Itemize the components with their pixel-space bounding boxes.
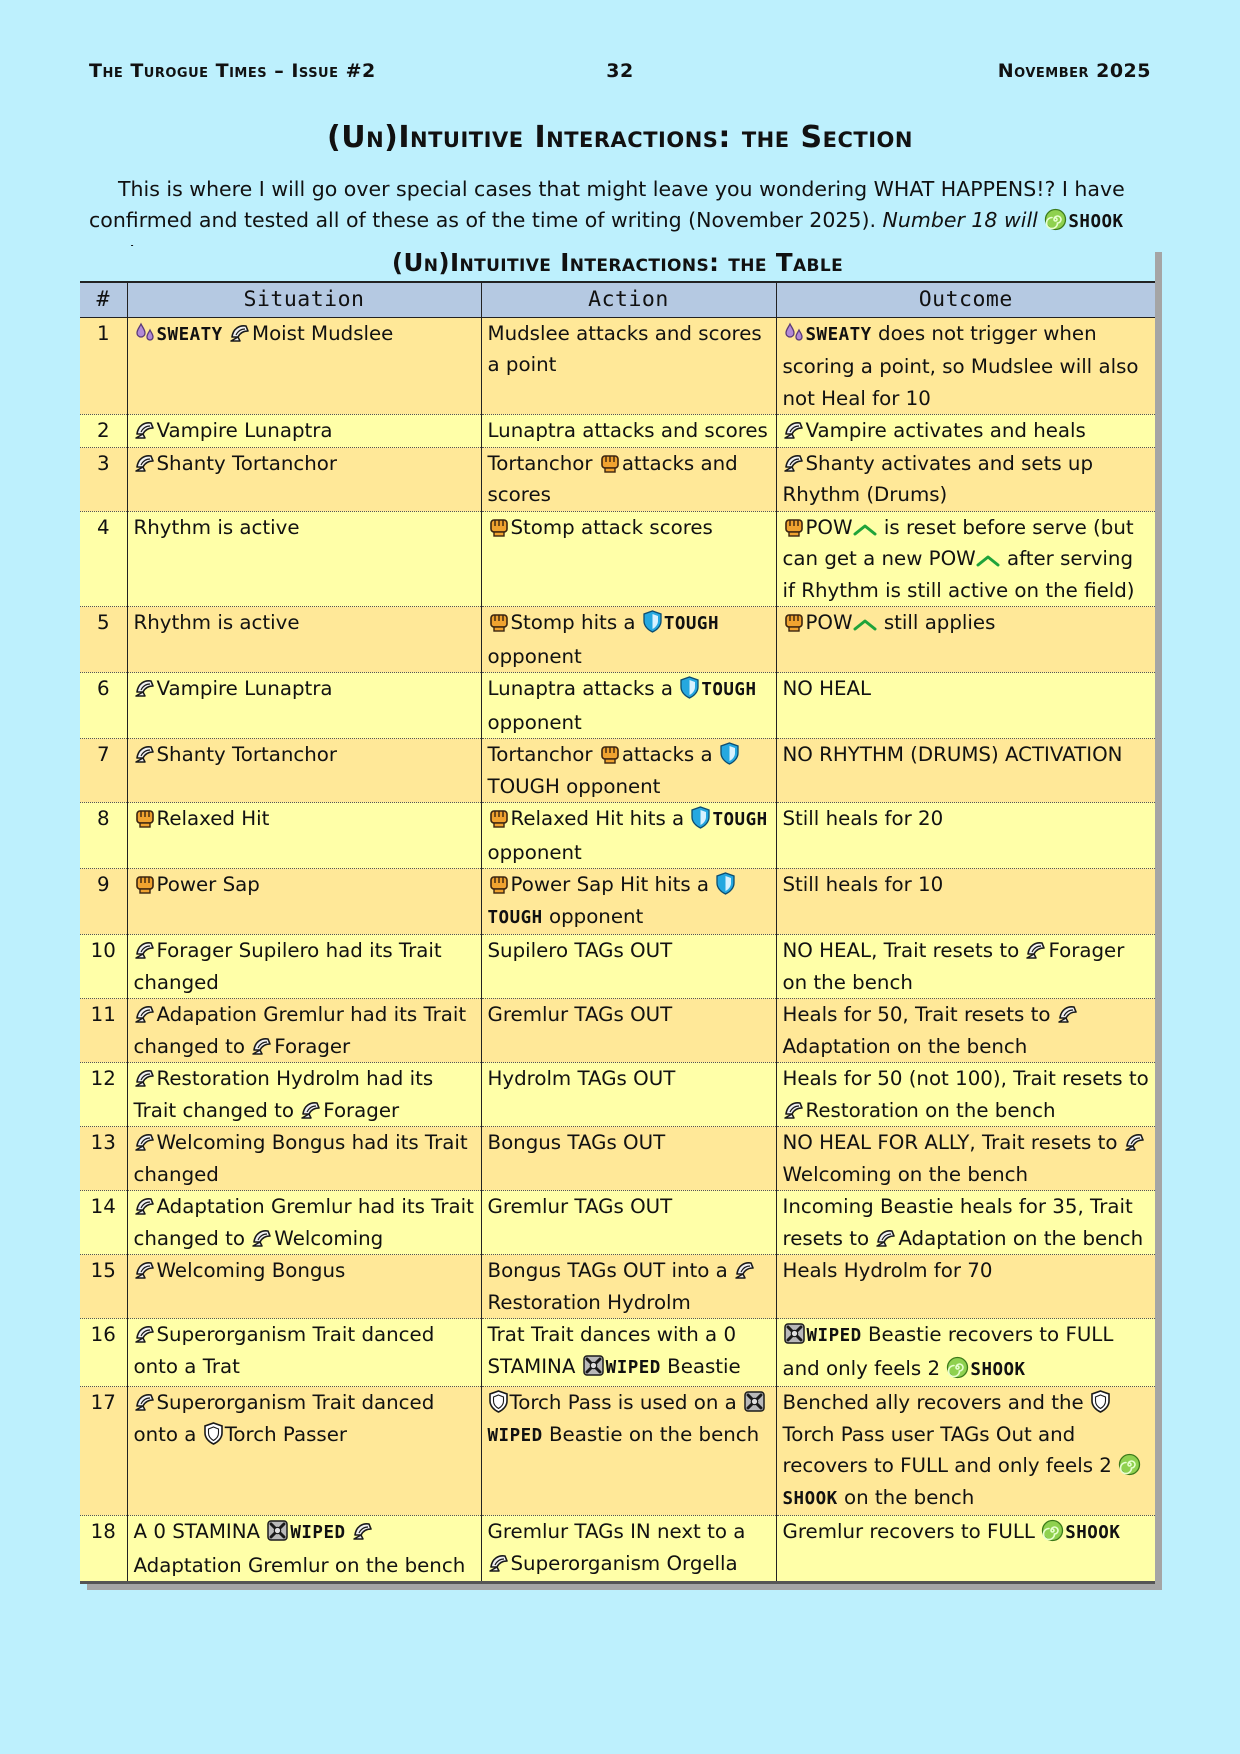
- status-tag: WIPED: [290, 1523, 346, 1543]
- row-number: 5: [80, 607, 127, 673]
- situation-cell: [127, 607, 481, 673]
- row-number: 11: [80, 999, 127, 1063]
- action-cell: [481, 607, 776, 673]
- situation-cell: [127, 1255, 481, 1319]
- cell-text: NO HEAL, Trait resets to: [782, 939, 1026, 962]
- fist-icon: [599, 743, 621, 765]
- cell-text: Adaptation Gremlur on the bench: [133, 1553, 466, 1577]
- chevron-up-icon: [976, 553, 1000, 569]
- trait-icon: [134, 452, 156, 474]
- sweaty-icon: [134, 322, 156, 344]
- page-number: 32: [606, 60, 634, 82]
- cell-text: opponent: [542, 904, 644, 928]
- cell-text: Still heals for 20: [782, 807, 944, 830]
- cell-text: Rhythm is active: [133, 515, 300, 539]
- trait-icon: [251, 1227, 273, 1249]
- situation-cell: [127, 869, 481, 935]
- status-tag: WIPED: [487, 1425, 543, 1446]
- row-number: 3: [80, 447, 127, 511]
- cell-text: Vampire Lunaptra: [156, 419, 333, 442]
- row-number: 9: [80, 869, 127, 935]
- cell-text: Superorganism Trait danced onto a Trat: [133, 1323, 435, 1378]
- publication-issue: The Turogue Times – Issue #2: [89, 60, 376, 82]
- action-cell: [481, 1255, 776, 1319]
- status-tag: SWEATY: [156, 324, 223, 345]
- cell-text: opponent: [487, 644, 582, 668]
- publication-date: November 2025: [997, 60, 1151, 82]
- trait-icon: [134, 677, 156, 699]
- table-row: [80, 607, 1155, 673]
- row-number: 12: [80, 1063, 127, 1127]
- row-number: 16: [80, 1319, 127, 1387]
- trait-icon: [134, 1195, 156, 1217]
- cell-text: NO HEAL: [782, 677, 872, 700]
- outcome-cell: [776, 1255, 1155, 1319]
- outcome-cell: [776, 415, 1155, 448]
- shield-outline-icon: [1090, 1390, 1111, 1413]
- action-cell: [481, 803, 776, 869]
- page-header: [89, 60, 1151, 88]
- row-number: 1: [80, 317, 127, 415]
- table-row: [80, 1255, 1155, 1319]
- column-header-outcome: Outcome: [776, 282, 1155, 317]
- table-row: [80, 1516, 1155, 1583]
- cell-text: attacks and scores: [487, 451, 738, 506]
- fist-icon: [783, 611, 805, 633]
- cell-text: Bongus TAGs OUT: [487, 1131, 666, 1154]
- shook-icon: [1044, 208, 1067, 231]
- table-row: [80, 415, 1155, 448]
- cell-text: Superorganism Orgella: [510, 1551, 738, 1575]
- sweaty-icon: [783, 322, 805, 344]
- situation-cell: [127, 1319, 481, 1387]
- trait-icon: [134, 743, 156, 765]
- column-header-action: Action: [481, 282, 776, 317]
- table-row: [80, 803, 1155, 869]
- chevron-up-icon: [853, 617, 877, 633]
- table-row: [80, 511, 1155, 607]
- outcome-cell: [776, 999, 1155, 1063]
- table-row: [80, 935, 1155, 999]
- cell-text: Superorganism Trait danced onto a: [133, 1391, 435, 1446]
- cell-text: Tortanchor: [487, 451, 599, 475]
- cell-text: Gremlur TAGs IN next to a: [487, 1520, 746, 1543]
- column-header-situation: Situation: [127, 282, 481, 317]
- action-cell: [481, 1516, 776, 1583]
- table-row: [80, 1387, 1155, 1516]
- cell-text: still applies: [877, 611, 996, 634]
- column-header-number: #: [80, 282, 127, 317]
- cell-text: opponent: [487, 710, 582, 734]
- action-cell: [481, 1387, 776, 1516]
- cell-text: Torch Pass is used on a: [509, 1391, 744, 1414]
- cell-text: Welcoming on the bench: [782, 1162, 1029, 1186]
- cell-text: Adapation Gremlur had its Trait changed to: [133, 1003, 467, 1058]
- outcome-cell: [776, 1319, 1155, 1387]
- fist-icon: [599, 452, 621, 474]
- cell-text: Stomp attack scores: [510, 515, 713, 539]
- situation-cell: [127, 317, 481, 415]
- cell-text: Shanty Tortanchor: [156, 743, 338, 766]
- action-cell: [481, 673, 776, 739]
- status-tag: TOUGH: [712, 810, 768, 830]
- cell-text: does not trigger when scoring a point, so Mudslee will also not Heal for 10: [782, 321, 1139, 410]
- fist-icon: [488, 807, 510, 829]
- cell-text: Relaxed Hit hits a: [510, 807, 691, 830]
- cell-text: Relaxed Hit: [156, 807, 270, 830]
- action-cell: [481, 511, 776, 607]
- shield-icon: [690, 806, 711, 829]
- outcome-cell: [776, 1516, 1155, 1583]
- row-number: 2: [80, 415, 127, 448]
- outcome-cell: [776, 1063, 1155, 1127]
- row-number: 14: [80, 1191, 127, 1255]
- table-row: [80, 447, 1155, 511]
- cell-text: Vampire activates and heals: [805, 419, 1086, 442]
- situation-cell: [127, 999, 481, 1063]
- cell-text: Rhythm is active: [133, 611, 300, 634]
- cell-text: Adaptation on the bench: [782, 1034, 1028, 1058]
- cell-text: Heals for 50, Trait resets to: [782, 1003, 1057, 1026]
- cell-text: Power Sap Hit hits a: [510, 873, 716, 896]
- trait-icon: [251, 1035, 273, 1057]
- status-tag: SHOOK: [1065, 1523, 1121, 1543]
- situation-cell: [127, 1063, 481, 1127]
- cell-text: opponent: [487, 840, 582, 864]
- cell-text: Shanty activates and sets up Rhythm (Drums): [782, 451, 1094, 506]
- cell-text: Welcoming Bongus: [156, 1259, 346, 1282]
- trait-icon: [134, 1259, 156, 1281]
- cell-text: Stomp hits a: [510, 611, 642, 634]
- status-tag: SHOOK: [970, 1359, 1026, 1380]
- cell-text: Restoration Hydrolm: [487, 1290, 691, 1314]
- cell-text: Heals for 50 (not 100), Trait resets to: [782, 1067, 1149, 1090]
- trait-icon: [488, 1552, 510, 1574]
- trait-icon: [783, 1099, 805, 1121]
- cell-text: Adaptation on the bench: [898, 1226, 1144, 1250]
- situation-cell: [127, 673, 481, 739]
- outcome-cell: [776, 447, 1155, 511]
- table-row: [80, 1319, 1155, 1387]
- cell-text: Vampire Lunaptra: [156, 677, 333, 700]
- fist-icon: [488, 516, 510, 538]
- fist-icon: [488, 873, 510, 895]
- cell-text: NO HEAL FOR ALLY, Trait resets to: [782, 1131, 1124, 1154]
- outcome-cell: [776, 1127, 1155, 1191]
- table-row: [80, 317, 1155, 415]
- cell-text: Welcoming: [274, 1226, 384, 1250]
- cell-text: Adaptation Gremlur had its Trait changed to: [133, 1195, 474, 1250]
- trait-icon: [134, 939, 156, 961]
- cell-text: Trat Trait dances with a 0 STAMINA: [487, 1323, 737, 1378]
- interactions-table: [80, 281, 1155, 1584]
- situation-cell: [127, 447, 481, 511]
- situation-cell: [127, 1516, 481, 1583]
- cell-text: Lunaptra attacks a: [487, 677, 680, 700]
- trait-icon: [875, 1227, 897, 1249]
- situation-cell: [127, 935, 481, 999]
- outcome-cell: [776, 1191, 1155, 1255]
- cell-text: Heals Hydrolm for 70: [782, 1259, 993, 1282]
- shield-icon: [679, 676, 700, 699]
- cell-text: Beastie: [660, 1354, 741, 1378]
- action-cell: [481, 869, 776, 935]
- cell-text: Forager Supilero had its Trait changed: [133, 939, 442, 994]
- cell-text: POW: [805, 611, 853, 634]
- action-cell: [481, 447, 776, 511]
- outcome-cell: [776, 511, 1155, 607]
- cell-text: Torch Pass user TAGs Out and recovers to FULL and only feels 2: [782, 1422, 1119, 1477]
- cell-text: Supilero TAGs OUT: [487, 939, 673, 962]
- wiped-icon: [743, 1390, 766, 1413]
- cell-text: Mudslee attacks and scores a point: [487, 321, 762, 376]
- fist-icon: [783, 516, 805, 538]
- outcome-cell: [776, 739, 1155, 803]
- section-title: (Un)Intuitive Interactions: the Section: [327, 120, 913, 155]
- table-row: [80, 1127, 1155, 1191]
- trait-icon: [134, 1323, 156, 1345]
- cell-text: Shanty Tortanchor: [156, 451, 338, 475]
- row-number: 13: [80, 1127, 127, 1191]
- status-tag: TOUGH: [663, 614, 720, 634]
- table-header-row: [80, 282, 1155, 317]
- trait-icon: [352, 1520, 374, 1542]
- cell-text: Forager: [323, 1098, 400, 1122]
- table-row: [80, 999, 1155, 1063]
- status-tag: TOUGH: [701, 680, 757, 700]
- fist-icon: [488, 611, 510, 633]
- outcome-cell: [776, 1387, 1155, 1516]
- table-row: [80, 1191, 1155, 1255]
- cell-text: Restoration Hydrolm had its Trait changed to: [133, 1067, 434, 1122]
- cell-text: Forager on the bench: [782, 939, 1125, 994]
- row-number: 10: [80, 935, 127, 999]
- cell-text: Gremlur TAGs OUT: [487, 1003, 673, 1026]
- shield-icon: [642, 610, 663, 633]
- trait-icon: [734, 1259, 756, 1281]
- cell-text: Still heals for 10: [782, 873, 944, 896]
- trait-icon: [134, 1131, 156, 1153]
- outcome-cell: [776, 869, 1155, 935]
- interactions-table-container: [80, 246, 1155, 1584]
- shook-icon: [1041, 1519, 1064, 1542]
- cell-text: POW: [805, 515, 853, 539]
- situation-cell: [127, 1387, 481, 1516]
- cell-text: Beastie on the bench: [542, 1422, 760, 1446]
- table-body: [80, 317, 1155, 1583]
- outcome-cell: [776, 673, 1155, 739]
- action-cell: [481, 415, 776, 448]
- trait-icon: [229, 322, 251, 344]
- cell-text: TOUGH opponent: [487, 774, 661, 798]
- outcome-cell: [776, 803, 1155, 869]
- action-cell: [481, 999, 776, 1063]
- row-number: 6: [80, 673, 127, 739]
- trait-icon: [783, 419, 805, 441]
- fist-icon: [134, 873, 156, 895]
- cell-text: Torch Passer: [224, 1422, 348, 1446]
- cell-text: after serving if Rhythm is still active on the field): [782, 547, 1135, 602]
- cell-text: Lunaptra attacks and scores: [487, 419, 768, 442]
- cell-text: Bongus TAGs OUT into a: [487, 1259, 735, 1282]
- cell-text: Forager: [274, 1034, 351, 1058]
- row-number: 15: [80, 1255, 127, 1319]
- cell-text: A 0 STAMINA: [133, 1520, 267, 1543]
- situation-cell: [127, 1191, 481, 1255]
- table-row: [80, 869, 1155, 935]
- situation-cell: [127, 1127, 481, 1191]
- trait-icon: [134, 419, 156, 441]
- shook-icon: [946, 1356, 969, 1379]
- action-cell: [481, 1319, 776, 1387]
- cell-text: Moist Mudslee: [252, 321, 394, 345]
- situation-cell: [127, 511, 481, 607]
- trait-icon: [134, 1067, 156, 1089]
- status-tag: WIPED: [605, 1357, 661, 1378]
- cell-text: NO RHYTHM (DRUMS) ACTIVATION: [782, 743, 1123, 766]
- row-number: 4: [80, 511, 127, 607]
- wiped-icon: [582, 1354, 605, 1377]
- cell-text: Benched ally recovers and the: [782, 1391, 1091, 1414]
- table-row: [80, 739, 1155, 803]
- cell-text: attacks a: [621, 743, 719, 766]
- cell-text: Incoming Beastie heals for 35, Trait resets to: [782, 1195, 1133, 1250]
- trait-icon: [300, 1099, 322, 1121]
- shield-outline-icon: [203, 1422, 224, 1445]
- cell-text: Restoration on the bench: [805, 1098, 1056, 1122]
- row-number: 17: [80, 1387, 127, 1516]
- row-number: 8: [80, 803, 127, 869]
- shield-icon: [715, 872, 736, 895]
- fist-icon: [134, 807, 156, 829]
- shield-outline-icon: [488, 1390, 509, 1413]
- cell-text: Hydrolm TAGs OUT: [487, 1067, 676, 1090]
- cell-text: Gremlur recovers to FULL: [782, 1520, 1042, 1543]
- shook-icon: [1118, 1453, 1141, 1476]
- cell-text: Gremlur TAGs OUT: [487, 1195, 673, 1218]
- status-tag: WIPED: [806, 1326, 862, 1346]
- cell-text: Tortanchor: [487, 743, 599, 766]
- shield-icon: [719, 742, 740, 765]
- status-tag: TOUGH: [487, 907, 543, 928]
- trait-icon: [134, 1391, 156, 1413]
- action-cell: [481, 935, 776, 999]
- situation-cell: [127, 803, 481, 869]
- intro-italic-a: Number 18 will: [882, 208, 1038, 232]
- intro-text: This is where I will go over special cases that might leave you wondering WHAT HAPPENS!? I have confirmed and tested all of these as of the time of writing (November 2025).: [89, 177, 1125, 232]
- trait-icon: [1057, 1003, 1079, 1025]
- table-title: (Un)Intuitive Interactions: the Table: [80, 246, 1155, 281]
- situation-cell: [127, 415, 481, 448]
- cell-text: is reset before serve (but can get a new POW: [782, 515, 1134, 570]
- trait-icon: [1124, 1131, 1146, 1153]
- cell-text: Power Sap: [156, 873, 260, 896]
- outcome-cell: [776, 607, 1155, 673]
- action-cell: [481, 1063, 776, 1127]
- status-tag: SWEATY: [805, 324, 872, 345]
- action-cell: [481, 739, 776, 803]
- status-tag: SHOOK: [782, 1488, 838, 1509]
- row-number: 7: [80, 739, 127, 803]
- chevron-up-icon: [853, 522, 877, 538]
- intro-shook-tag: SHOOK: [1068, 212, 1124, 232]
- situation-cell: [127, 739, 481, 803]
- wiped-icon: [266, 1519, 289, 1542]
- cell-text: Beastie recovers to FULL and only feels 2: [782, 1323, 1114, 1380]
- wiped-icon: [783, 1322, 806, 1345]
- action-cell: [481, 1127, 776, 1191]
- cell-text: on the bench: [837, 1485, 975, 1509]
- trait-icon: [1025, 939, 1047, 961]
- row-number: 18: [80, 1516, 127, 1583]
- cell-text: Welcoming Bongus had its Trait changed: [133, 1131, 468, 1186]
- outcome-cell: [776, 935, 1155, 999]
- trait-icon: [783, 452, 805, 474]
- outcome-cell: [776, 317, 1155, 415]
- table-row: [80, 673, 1155, 739]
- action-cell: [481, 317, 776, 415]
- action-cell: [481, 1191, 776, 1255]
- table-row: [80, 1063, 1155, 1127]
- trait-icon: [134, 1003, 156, 1025]
